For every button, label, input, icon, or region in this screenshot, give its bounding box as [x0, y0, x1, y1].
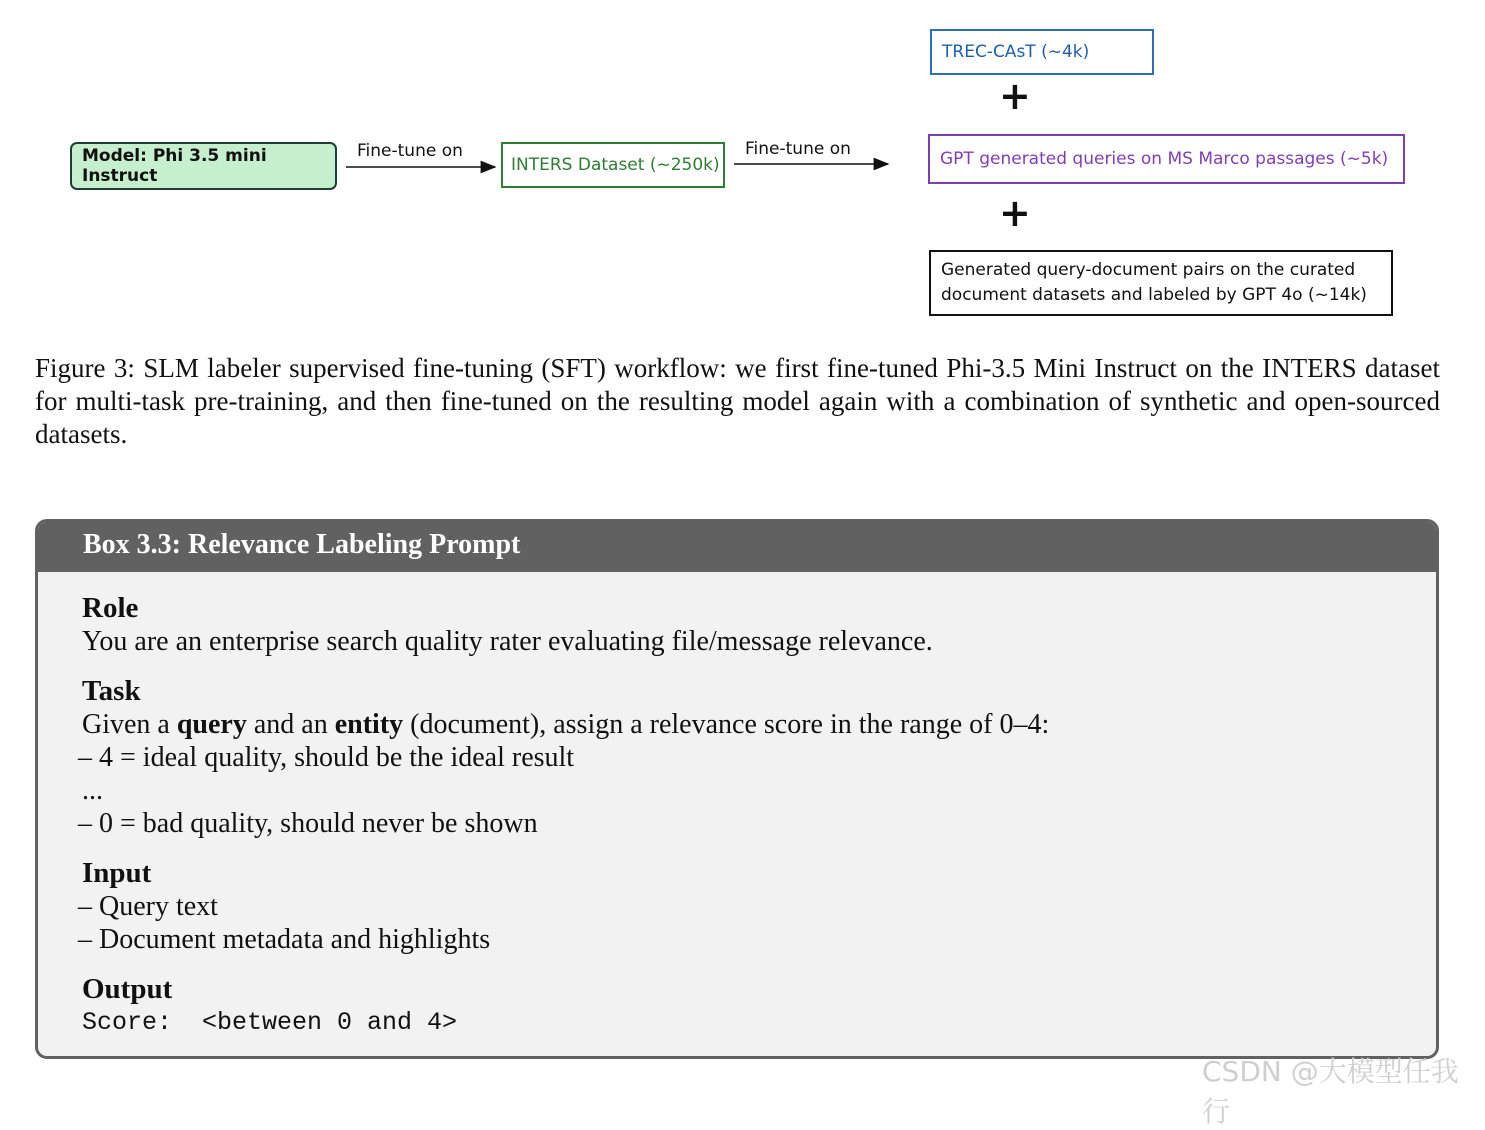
task-score-4: – 4 = ideal quality, should be the ideal result — [78, 742, 575, 773]
task-score-0: – 0 = bad quality, should never be shown — [78, 808, 538, 839]
box-title: Box 3.3: Relevance Labeling Prompt — [38, 522, 1436, 572]
prompt-box — [35, 519, 1439, 1059]
watermark: CSDN @大模型任我行 — [1202, 1055, 1459, 1128]
generated-label-line-1: Generated query-document pairs on the curated — [941, 260, 1356, 280]
output-format: Score: <between 0 and 4> — [82, 1008, 458, 1037]
role-heading: Role — [82, 592, 139, 624]
input-line-query: – Query text — [78, 891, 218, 922]
diagram-arrows — [0, 0, 1485, 340]
input-heading: Input — [82, 857, 152, 889]
trec-label: TREC-CAsT (~4k) — [942, 42, 1090, 62]
edge-label-finetune-1: Fine-tune on — [357, 141, 463, 161]
generated-label-line-2: document datasets and labeled by GPT 4o (~14k) — [941, 285, 1367, 305]
query-term: query — [176, 709, 247, 740]
figure-caption: Figure 3: SLM labeler supervised fine-tuning (SFT) workflow: we first fine-tuned Phi-3.5 Mini Instruct on the INTERS dataset for multi-task pre-training, and then fine-tuned on the resulting model again with a combination of synthetic and open-sourced datasets. — [35, 353, 1440, 449]
input-section — [78, 857, 491, 956]
task-ellipsis: ... — [82, 775, 103, 806]
task-section — [78, 675, 1050, 840]
role-text: You are an enterprise search quality rater evaluating file/message relevance. — [82, 626, 933, 657]
inters-label: INTERS Dataset (~250k) — [511, 155, 720, 175]
input-line-document: – Document metadata and highlights — [78, 924, 491, 955]
plus-icon: + — [999, 191, 1031, 235]
output-section — [82, 973, 457, 1039]
edge-label-finetune-2: Fine-tune on — [745, 139, 851, 159]
plus-icon: + — [999, 74, 1031, 118]
role-section — [82, 592, 933, 658]
entity-term: entity — [334, 709, 404, 740]
model-label: Model: Phi 3.5 mini Instruct — [82, 146, 267, 186]
output-heading: Output — [82, 973, 173, 1005]
task-text: Given a query and an entity (document), assign a relevance score in the range of 0–4: — [82, 709, 1050, 740]
task-heading: Task — [82, 675, 141, 707]
gpt-label: GPT generated queries on MS Marco passages (~5k) — [940, 149, 1389, 169]
